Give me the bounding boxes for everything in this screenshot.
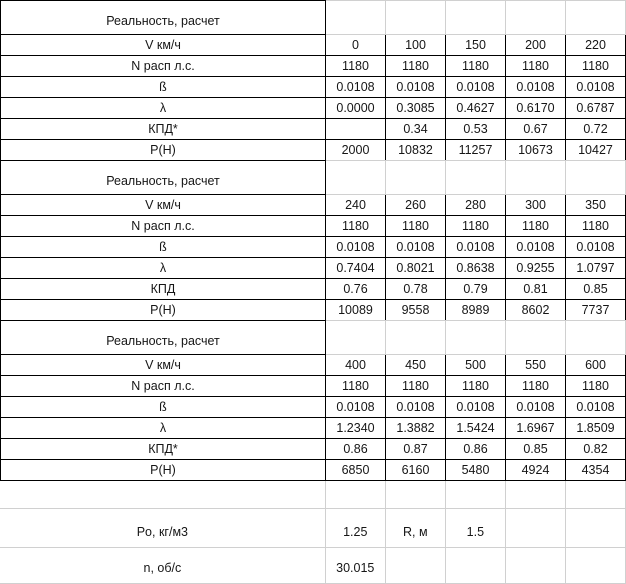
row-label-cell[interactable]: N расп л.с. xyxy=(1,376,326,397)
empty-grid-cell[interactable] xyxy=(325,481,385,509)
value-cell[interactable]: 0.8638 xyxy=(446,258,506,279)
value-cell[interactable]: 1180 xyxy=(386,216,446,237)
value-cell[interactable]: 9558 xyxy=(386,300,446,321)
row-label-cell[interactable]: N расп л.с. xyxy=(1,216,326,237)
footer-parameters-table xyxy=(0,481,626,584)
value-cell[interactable]: 0.0108 xyxy=(326,237,386,258)
value-cell[interactable]: 0.9255 xyxy=(506,258,566,279)
value-cell[interactable]: 1.8509 xyxy=(566,418,626,439)
spacer-row xyxy=(0,481,626,509)
value-cell[interactable]: 1180 xyxy=(566,376,626,397)
value-cell[interactable]: 0.0108 xyxy=(386,77,446,98)
value-cell[interactable]: 0.0108 xyxy=(326,397,386,418)
footer-value-cell[interactable]: 1.25 xyxy=(325,509,385,548)
empty-grid-cell[interactable] xyxy=(386,1,446,35)
value-cell[interactable]: 0.85 xyxy=(566,279,626,300)
value-cell[interactable]: 1180 xyxy=(386,56,446,77)
value-cell[interactable]: 0 xyxy=(326,35,386,56)
value-cell[interactable]: 0.86 xyxy=(326,439,386,460)
value-cell[interactable]: 10832 xyxy=(386,140,446,161)
value-cell[interactable]: 0.0108 xyxy=(506,397,566,418)
value-cell[interactable]: 1180 xyxy=(566,56,626,77)
row-label-cell[interactable]: КПД* xyxy=(1,439,326,460)
footer-value-cell[interactable] xyxy=(385,548,445,584)
row-label-cell[interactable]: КПД* xyxy=(1,119,326,140)
footer-value-cell[interactable] xyxy=(505,509,565,548)
row-label-cell[interactable]: P(H) xyxy=(1,140,326,161)
footer-row xyxy=(0,548,626,584)
table-row xyxy=(1,439,626,460)
footer-value-cell[interactable]: 1.5 xyxy=(445,509,505,548)
row-label-cell[interactable]: λ xyxy=(1,258,326,279)
value-cell[interactable]: 0.7404 xyxy=(326,258,386,279)
footer-row xyxy=(0,509,626,548)
value-cell[interactable]: 400 xyxy=(326,355,386,376)
empty-grid-cell[interactable] xyxy=(506,1,566,35)
table-row xyxy=(1,355,626,376)
table-row xyxy=(1,77,626,98)
row-label-cell[interactable]: ß xyxy=(1,237,326,258)
table-row xyxy=(1,397,626,418)
value-cell[interactable]: 7737 xyxy=(566,300,626,321)
row-label-cell[interactable]: λ xyxy=(1,98,326,119)
value-cell[interactable]: 450 xyxy=(386,355,446,376)
value-cell[interactable]: 1.2340 xyxy=(326,418,386,439)
value-cell[interactable]: 0.85 xyxy=(506,439,566,460)
empty-grid-cell[interactable] xyxy=(566,161,626,195)
row-label-cell[interactable]: P(H) xyxy=(1,300,326,321)
value-cell[interactable]: 1180 xyxy=(446,56,506,77)
table-row xyxy=(1,376,626,397)
value-cell[interactable]: 0.6787 xyxy=(566,98,626,119)
value-cell[interactable]: 0.53 xyxy=(446,119,506,140)
value-cell[interactable]: 1.6967 xyxy=(506,418,566,439)
value-cell[interactable]: 11257 xyxy=(446,140,506,161)
value-cell[interactable]: 0.0108 xyxy=(506,237,566,258)
empty-grid-cell[interactable] xyxy=(326,1,386,35)
value-cell[interactable]: 1180 xyxy=(446,216,506,237)
row-label-cell[interactable]: N расп л.с. xyxy=(1,56,326,77)
value-cell[interactable]: 0.67 xyxy=(506,119,566,140)
empty-grid-cell[interactable] xyxy=(446,1,506,35)
value-cell[interactable]: 1180 xyxy=(326,216,386,237)
value-cell[interactable]: 350 xyxy=(566,195,626,216)
value-cell[interactable]: 0.0108 xyxy=(446,77,506,98)
table-row xyxy=(1,140,626,161)
value-cell[interactable]: 1180 xyxy=(326,376,386,397)
block-title-cell[interactable]: Реальность, расчет xyxy=(1,161,326,195)
value-cell[interactable]: 1180 xyxy=(326,56,386,77)
value-cell[interactable]: 100 xyxy=(386,35,446,56)
empty-grid-cell[interactable] xyxy=(506,321,566,355)
block-title-row xyxy=(1,161,626,195)
value-cell[interactable]: 2000 xyxy=(326,140,386,161)
table-row xyxy=(1,279,626,300)
value-cell[interactable]: 4924 xyxy=(506,460,566,481)
footer-value-cell[interactable] xyxy=(565,548,625,584)
value-cell[interactable]: 8989 xyxy=(446,300,506,321)
value-cell[interactable]: 1180 xyxy=(506,376,566,397)
value-cell[interactable]: 1180 xyxy=(386,376,446,397)
value-cell[interactable]: 0.34 xyxy=(386,119,446,140)
table-row xyxy=(1,237,626,258)
value-cell[interactable]: 150 xyxy=(446,35,506,56)
empty-grid-cell[interactable] xyxy=(385,481,445,509)
empty-grid-cell[interactable] xyxy=(326,161,386,195)
value-cell[interactable]: 280 xyxy=(446,195,506,216)
calc-table-block-2 xyxy=(0,160,626,321)
value-cell[interactable]: 6850 xyxy=(326,460,386,481)
value-cell[interactable]: 0.78 xyxy=(386,279,446,300)
footer-label-cell[interactable]: n, об/с xyxy=(0,548,325,584)
empty-grid-cell[interactable] xyxy=(505,481,565,509)
block-title-row xyxy=(1,321,626,355)
value-cell[interactable]: 6160 xyxy=(386,460,446,481)
value-cell[interactable]: 0.76 xyxy=(326,279,386,300)
table-row xyxy=(1,418,626,439)
footer-value-cell[interactable] xyxy=(565,509,625,548)
value-cell[interactable] xyxy=(326,119,386,140)
value-cell[interactable]: 0.3085 xyxy=(386,98,446,119)
value-cell[interactable]: 0.0108 xyxy=(326,77,386,98)
value-cell[interactable]: 600 xyxy=(566,355,626,376)
empty-grid-cell[interactable] xyxy=(445,481,505,509)
value-cell[interactable]: 4354 xyxy=(566,460,626,481)
empty-grid-cell[interactable] xyxy=(565,481,625,509)
empty-grid-cell[interactable] xyxy=(446,321,506,355)
value-cell[interactable]: 260 xyxy=(386,195,446,216)
row-label-cell[interactable]: ß xyxy=(1,397,326,418)
value-cell[interactable]: 0.0108 xyxy=(566,237,626,258)
value-cell[interactable]: 0.79 xyxy=(446,279,506,300)
row-label-cell[interactable]: КПД xyxy=(1,279,326,300)
row-label-cell[interactable]: ß xyxy=(1,77,326,98)
footer-value-cell[interactable]: 30.015 xyxy=(325,548,385,584)
table-row xyxy=(1,98,626,119)
empty-grid-cell[interactable] xyxy=(446,161,506,195)
value-cell[interactable]: 1180 xyxy=(446,376,506,397)
table-row xyxy=(1,216,626,237)
value-cell[interactable]: 240 xyxy=(326,195,386,216)
value-cell[interactable]: 1.0797 xyxy=(566,258,626,279)
table-row xyxy=(1,35,626,56)
value-cell[interactable]: 10427 xyxy=(566,140,626,161)
value-cell[interactable]: 0.0108 xyxy=(446,237,506,258)
value-cell[interactable]: 0.72 xyxy=(566,119,626,140)
block-title-row xyxy=(1,1,626,35)
value-cell[interactable]: 8602 xyxy=(506,300,566,321)
value-cell[interactable]: 1180 xyxy=(506,56,566,77)
block-title-cell[interactable]: Реальность, расчет xyxy=(1,321,326,355)
value-cell[interactable]: 550 xyxy=(506,355,566,376)
value-cell[interactable]: 10673 xyxy=(506,140,566,161)
value-cell[interactable]: 0.0000 xyxy=(326,98,386,119)
table-row xyxy=(1,195,626,216)
value-cell[interactable]: 1180 xyxy=(566,216,626,237)
empty-grid-cell[interactable] xyxy=(566,1,626,35)
value-cell[interactable]: 10089 xyxy=(326,300,386,321)
value-cell[interactable]: 5480 xyxy=(446,460,506,481)
footer-value-cell[interactable] xyxy=(505,548,565,584)
value-cell[interactable]: 1.5424 xyxy=(446,418,506,439)
value-cell[interactable]: 0.87 xyxy=(386,439,446,460)
value-cell[interactable]: 0.82 xyxy=(566,439,626,460)
value-cell[interactable]: 1180 xyxy=(506,216,566,237)
value-cell[interactable]: 500 xyxy=(446,355,506,376)
value-cell[interactable]: 0.0108 xyxy=(386,397,446,418)
row-label-cell[interactable]: λ xyxy=(1,418,326,439)
value-cell[interactable]: 0.86 xyxy=(446,439,506,460)
table-row xyxy=(1,460,626,481)
value-cell[interactable]: 200 xyxy=(506,35,566,56)
footer-value-cell[interactable]: R, м xyxy=(385,509,445,548)
empty-grid-cell[interactable] xyxy=(326,321,386,355)
value-cell[interactable]: 0.81 xyxy=(506,279,566,300)
empty-grid-cell[interactable] xyxy=(386,321,446,355)
value-cell[interactable]: 0.4627 xyxy=(446,98,506,119)
value-cell[interactable]: 0.0108 xyxy=(566,397,626,418)
footer-label-cell[interactable]: Po, кг/м3 xyxy=(0,509,325,548)
table-row xyxy=(1,258,626,279)
value-cell[interactable]: 220 xyxy=(566,35,626,56)
row-label-cell[interactable]: V км/ч xyxy=(1,195,326,216)
block-title-cell[interactable]: Реальность, расчет xyxy=(1,1,326,35)
footer-value-cell[interactable] xyxy=(445,548,505,584)
value-cell[interactable]: 0.0108 xyxy=(506,77,566,98)
empty-grid-cell[interactable] xyxy=(506,161,566,195)
table-row xyxy=(1,56,626,77)
calc-table-block-1 xyxy=(0,0,626,161)
value-cell[interactable]: 0.6170 xyxy=(506,98,566,119)
value-cell[interactable]: 0.0108 xyxy=(386,237,446,258)
value-cell[interactable]: 0.0108 xyxy=(446,397,506,418)
row-label-cell[interactable]: P(H) xyxy=(1,460,326,481)
table-row xyxy=(1,300,626,321)
row-label-cell[interactable]: V км/ч xyxy=(1,355,326,376)
row-label-cell[interactable]: V км/ч xyxy=(1,35,326,56)
value-cell[interactable]: 0.8021 xyxy=(386,258,446,279)
table-row xyxy=(1,119,626,140)
empty-grid-cell[interactable] xyxy=(0,481,325,509)
calc-table-block-3 xyxy=(0,320,626,481)
value-cell[interactable]: 0.0108 xyxy=(566,77,626,98)
empty-grid-cell[interactable] xyxy=(386,161,446,195)
value-cell[interactable]: 1.3882 xyxy=(386,418,446,439)
empty-grid-cell[interactable] xyxy=(566,321,626,355)
value-cell[interactable]: 300 xyxy=(506,195,566,216)
